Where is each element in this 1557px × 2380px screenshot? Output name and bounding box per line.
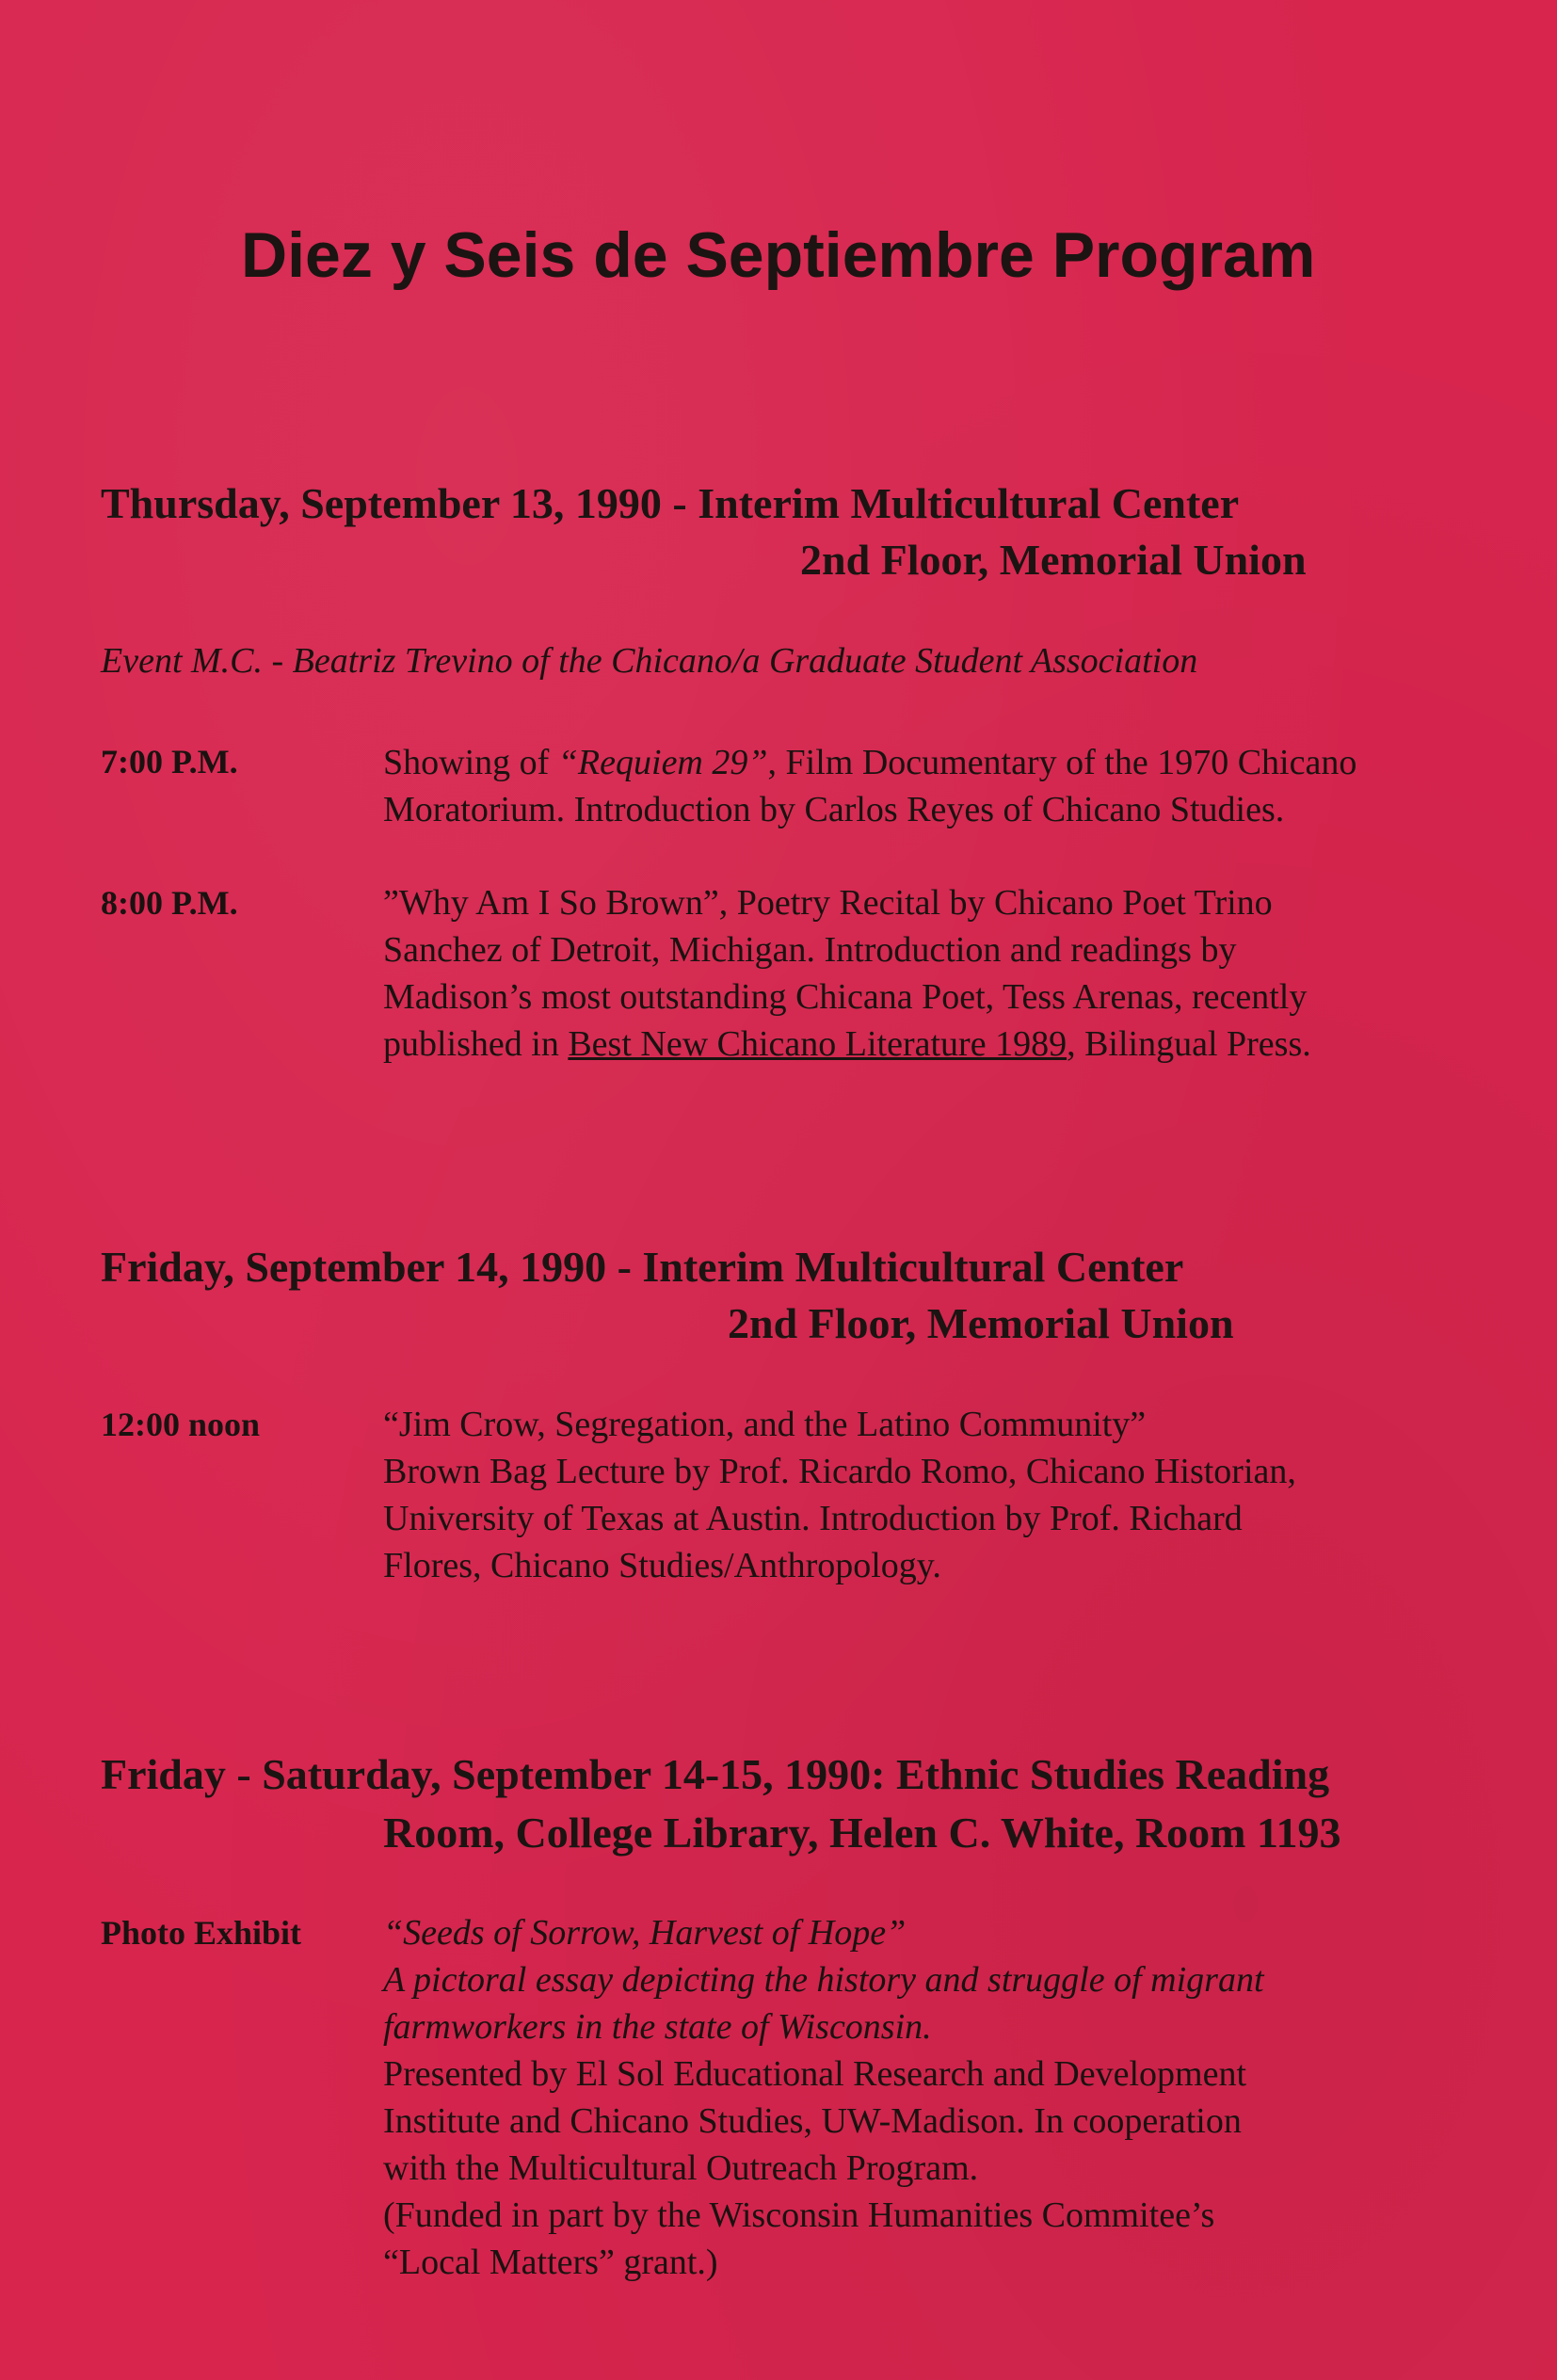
event-description-line: “Jim Crow, Segregation, and the Latino Community” xyxy=(383,1405,1147,1444)
event-time: 8:00 P.M. xyxy=(101,884,238,922)
film-title: “Requiem 29” xyxy=(557,743,768,782)
section-2-heading-line1: Friday, September 14, 1990 - Interim Multicultural Center xyxy=(101,1243,1184,1291)
event-description-line: (Funded in part by the Wisconsin Humanities Commitee’s xyxy=(383,2195,1215,2235)
text-fragment: , Bilingual Press. xyxy=(1067,1024,1311,1064)
event-description-line: University of Texas at Austin. Introduction by Prof. Richard xyxy=(383,1499,1243,1538)
page-title: Diez y Seis de Septiembre Program xyxy=(241,219,1316,291)
event-description-line: “Local Matters” grant.) xyxy=(383,2243,718,2282)
event-description-line xyxy=(383,1021,1311,1068)
section-3-heading-line2: Room, College Library, Helen C. White, Room 1193 xyxy=(383,1809,1341,1857)
event-description-line: farmworkers in the state of Wisconsin. xyxy=(383,2007,932,2047)
event-mc-line: Event M.C. - Beatriz Trevino of the Chicano/a Graduate Student Association xyxy=(101,641,1198,681)
text-fragment: Showing of xyxy=(383,743,558,782)
book-title: Best New Chicano Literature 1989 xyxy=(568,1024,1067,1064)
exhibit-title: “Seeds of Sorrow, Harvest of Hope” xyxy=(383,1913,907,1953)
event-description-line: ”Why Am I So Brown”, Poetry Recital by Chicano Poet Trino xyxy=(383,883,1273,923)
event-description xyxy=(383,1909,1264,2286)
section-2-heading-line2: 2nd Floor, Memorial Union xyxy=(728,1299,1234,1347)
section-3-heading-line1: Friday - Saturday, September 14-15, 1990: Ethnic Studies Reading xyxy=(101,1750,1330,1798)
event-description xyxy=(383,879,1311,1068)
event-description-line: Institute and Chicano Studies, UW-Madison. In cooperation xyxy=(383,2101,1242,2141)
event-description-line xyxy=(383,739,1356,786)
event-description-line: Sanchez of Detroit, Michigan. Introduction and readings by xyxy=(383,930,1237,970)
event-description-line: Moratorium. Introduction by Carlos Reyes of Chicano Studies. xyxy=(383,790,1285,829)
event-time: 12:00 noon xyxy=(101,1406,261,1443)
section-1-heading-line1: Thursday, September 13, 1990 - Interim Multicultural Center xyxy=(101,479,1240,527)
text-fragment: published in xyxy=(383,1024,569,1064)
event-description-line: Madison’s most outstanding Chicana Poet, Tess Arenas, recently xyxy=(383,977,1308,1017)
event-description xyxy=(383,1401,1296,1589)
text-fragment: , Film Documentary of the 1970 Chicano xyxy=(767,743,1357,782)
event-description-line: Flores, Chicano Studies/Anthropology. xyxy=(383,1546,941,1585)
event-time: Photo Exhibit xyxy=(101,1914,302,1952)
event-time: 7:00 P.M. xyxy=(101,743,238,780)
section-1-heading-line2: 2nd Floor, Memorial Union xyxy=(800,536,1307,584)
event-description-line: with the Multicultural Outreach Program. xyxy=(383,2148,979,2188)
event-description-line: A pictoral essay depicting the history and struggle of migrant xyxy=(383,1960,1264,2000)
event-description-line: Presented by El Sol Educational Research and Development xyxy=(383,2054,1247,2094)
event-description xyxy=(383,739,1356,833)
event-description-line: Brown Bag Lecture by Prof. Ricardo Romo, Chicano Historian, xyxy=(383,1452,1296,1491)
